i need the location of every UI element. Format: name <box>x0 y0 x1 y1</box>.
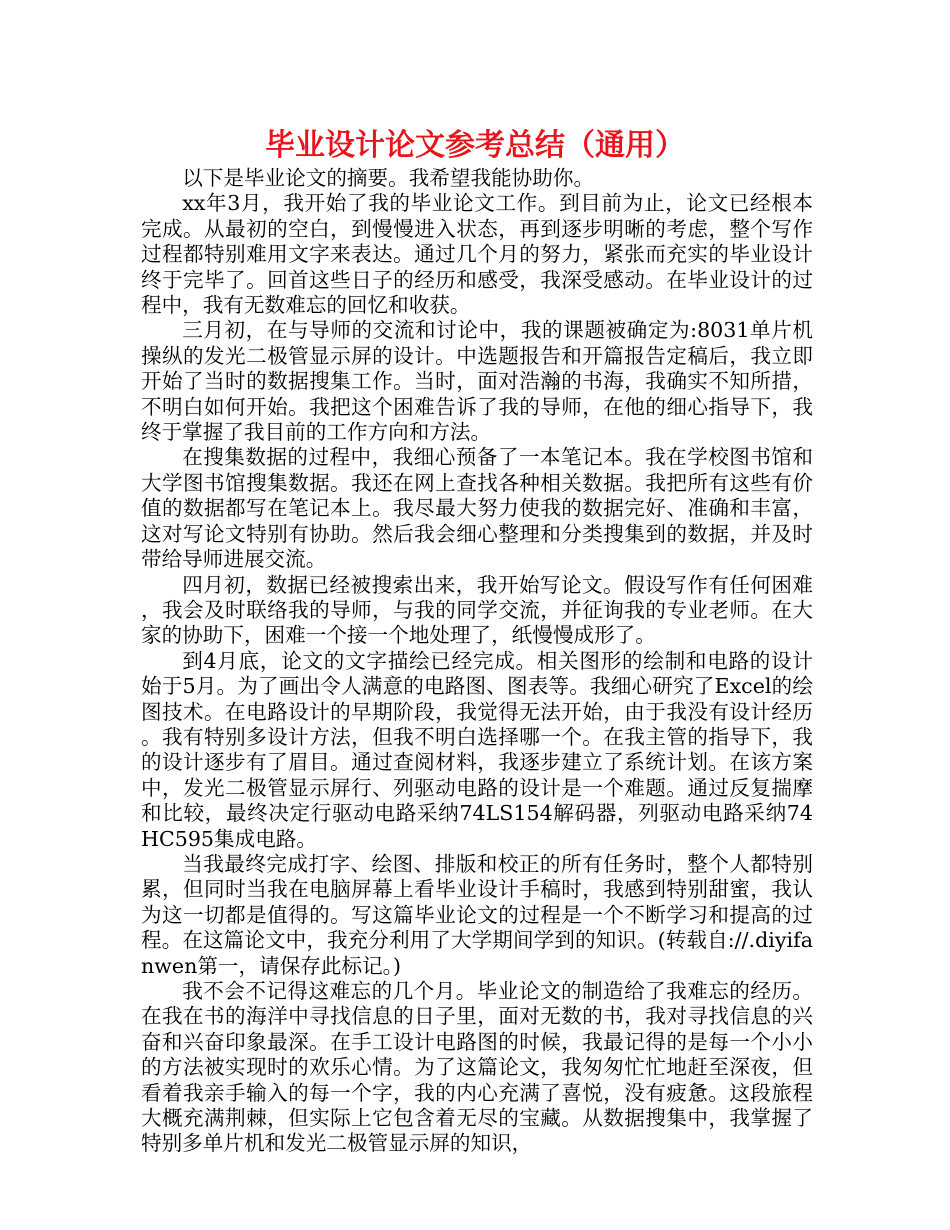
paragraph-intro: 以下是毕业论文的摘要。我希望我能协助你。 <box>182 166 595 190</box>
paragraph-topic-selection: 三月初，在与导师的交流和讨论中，我的课题被确定为:8031单片机操纵的发光二极管显示屏的设计。中选题报告和开篇报告定稿后，我立即开始了当时的数据搜集工作。当时，面对浩瀚的书海，我确实不知所措，不明白如何开始。我把这个困难告诉了我的导师，在他的细心指导下，我终于掌握了我目前的工作方向和方法。 <box>141 318 813 445</box>
paragraph-reflection: 我不会不记得这难忘的几个月。毕业论文的制造给了我难忘的经历。在我在书的海洋中寻找信息的日子里，面对无数的书，我对寻找信息的兴奋和兴奋印象最深。在手工设计电路图的时候，我最记得的是每一个小小的方法被实现时的欢乐心情。为了这篇论文，我匆匆忙忙地赶至深夜，但看着我亲手输入的每一个字，我的内心充满了喜悦，没有疲惫。这段旅程大概充满荆棘，但实际上它包含着无尽的宝藏。从数据搜集中，我掌握了特别多单片机和发光二极管显示屏的知识， <box>141 979 813 1156</box>
document-title: 毕业设计论文参考总结（通用） <box>265 128 685 163</box>
paragraph-data-collection: 在搜集数据的过程中，我细心预备了一本笔记本。我在学校图书馆和大学图书馆搜集数据。我还在网上查找各种相关数据。我把所有这些有价值的数据都写在笔记本上。我尽最大努力使我的数据完好、准确和丰富，这对写论文特别有协助。然后我会细心整理和分类搜集到的数据，并及时带给导师进展交流。 <box>141 445 813 572</box>
paragraph-circuit-design: 到4月底，论文的文字描绘已经完成。相关图形的绘制和电路的设计始于5月。为了画出令人满意的电路图、图表等。我细心研究了Excel的绘图技术。在电路设计的早期阶段，我觉得无法开始，由于我没有设计经历。我有特别多设计方法，但我不明白选择哪一个。在我主管的指导下，我的设计逐步有了眉目。通过查阅材料，我逐步建立了系统计划。在该方案中，发光二极管显示屏行、列驱动电路的设计是一个难题。通过反复揣摩和比较，最终决定行驱动电路采纳74LS154解码器，列驱动电路采纳74HC595集成电路。 <box>141 648 813 851</box>
paragraph-writing: 四月初，数据已经被搜索出来，我开始写论文。假设写作有任何困难，我会及时联络我的导师，与我的同学交流，并征询我的专业老师。在大家的协助下，困难一个接一个地处理了，纸慢慢成形了。 <box>141 572 813 648</box>
document-body <box>141 166 813 1157</box>
paragraph-completion: 当我最终完成打字、绘图、排版和校正的所有任务时，整个人都特别累，但同时当我在电脑屏幕上看毕业设计手稿时，我感到特别甜蜜，我认为这一切都是值得的。写这篇毕业论文的过程是一个不断学习和提高的过程。在这篇论文中，我充分利用了大学期间学到的知识。(转载自://.diyifanwen第一，请保存此标记。) <box>141 851 813 978</box>
paragraph-start-of-work: xx年3月，我开始了我的毕业论文工作。到目前为止，论文已经根本完成。从最初的空白，到慢慢进入状态，再到逐步明晰的考虑，整个写作过程都特别难用文字来表达。通过几个月的努力，紧张而充实的毕业设计终于完毕了。回首这些日子的经历和感受，我深受感动。在毕业设计的过程中，我有无数难忘的回忆和收获。 <box>141 191 813 318</box>
